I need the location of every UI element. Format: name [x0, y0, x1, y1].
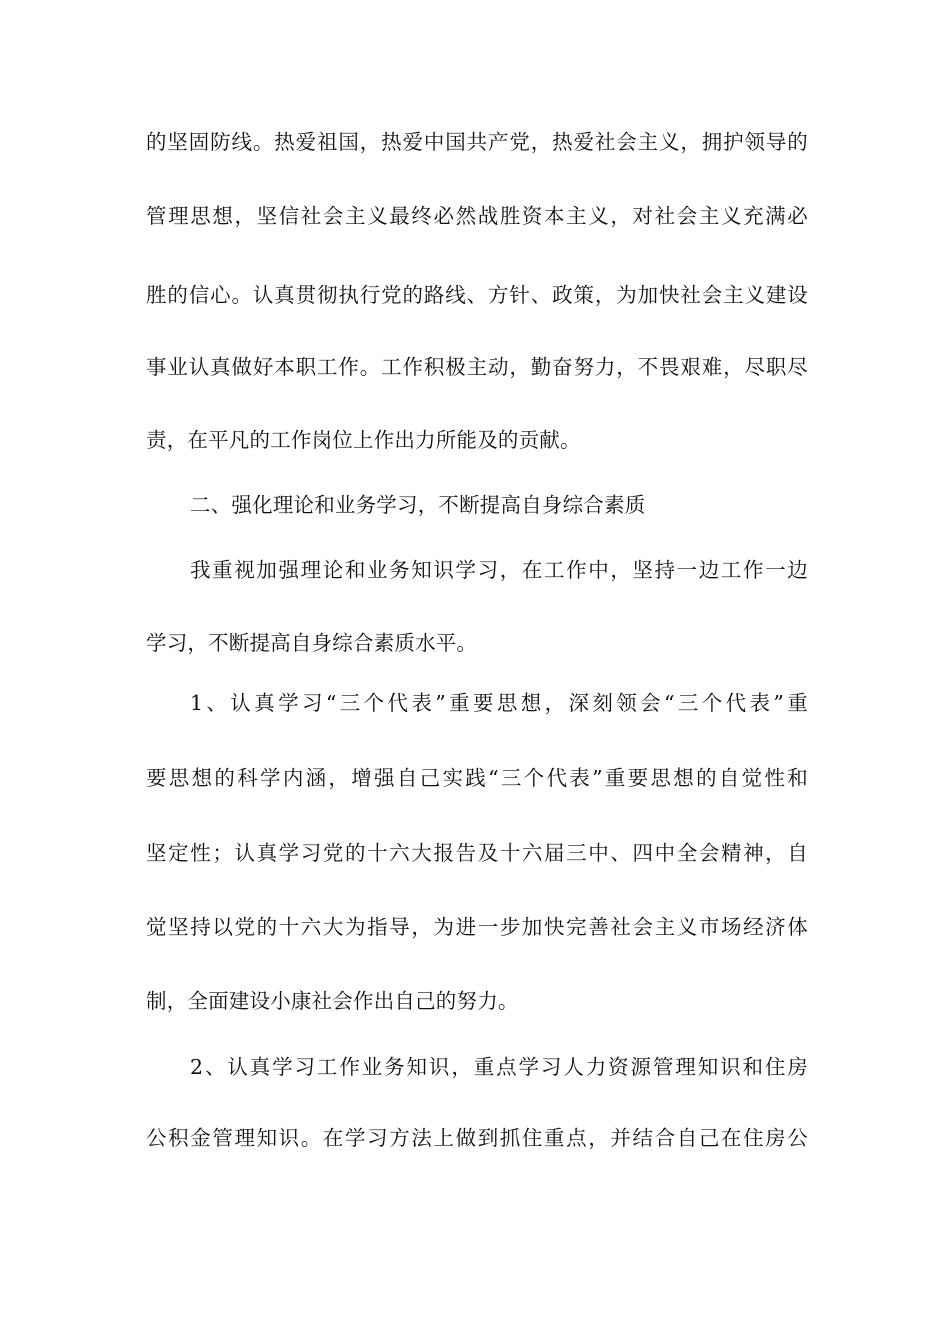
paragraph-line: 制，全面建设小康社会作出自己的努力。 — [146, 989, 519, 1013]
paragraph-line: 公积金管理知识。在学习方法上做到抓住重点，并结合自己在住房公 — [146, 1126, 808, 1150]
paragraph-line: 胜的信心。认真贯彻执行党的路线、方针、政策，为加快社会主义建设 — [146, 283, 808, 307]
paragraph-line: 要思想的科学内涵，增强自己实践“三个代表”重要思想的自觉性和 — [146, 766, 808, 790]
paragraph-line: 我重视加强理论和业务知识学习，在工作中，坚持一边工作一边 — [190, 558, 808, 582]
numbered-item-line: 1、认真学习“三个代表”重要思想，深刻领会“三个代表”重 — [190, 691, 808, 715]
paragraph-line: 坚定性；认真学习党的十六大报告及十六届三中、四中全会精神，自 — [146, 841, 808, 865]
section-heading: 二、强化理论和业务学习，不断提高自身综合素质 — [190, 493, 646, 517]
paragraph-line: 事业认真做好本职工作。工作积极主动，勤奋努力，不畏艰难，尽职尽 — [146, 355, 808, 379]
paragraph-line: 责，在平凡的工作岗位上作出力所能及的贡献。 — [146, 428, 581, 452]
paragraph-line: 的坚固防线。热爱祖国，热爱中国共产党，热爱社会主义，拥护领导的 — [146, 130, 808, 154]
numbered-item-line: 2、认真学习工作业务知识，重点学习人力资源管理知识和住房 — [190, 1055, 808, 1079]
paragraph-line: 觉坚持以党的十六大为指导，为进一步加快完善社会主义市场经济体 — [146, 915, 808, 939]
paragraph-line: 学习，不断提高自身综合素质水平。 — [146, 631, 478, 655]
paragraph-line: 管理思想，坚信社会主义最终必然战胜资本主义，对社会主义充满必 — [146, 204, 808, 228]
